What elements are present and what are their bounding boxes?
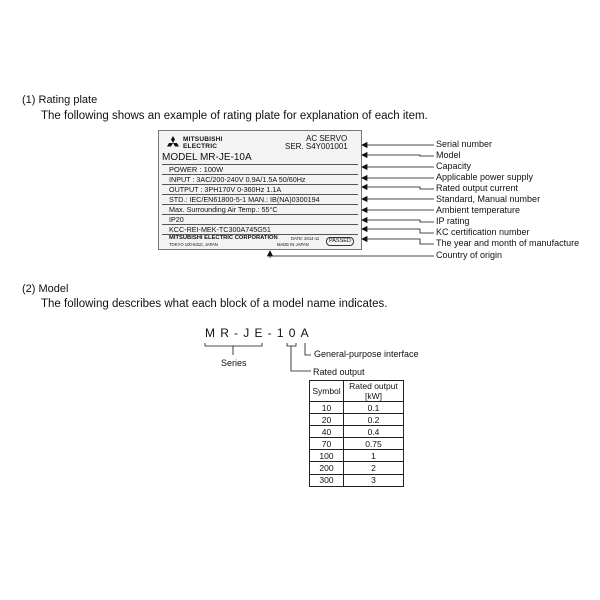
- output-cell: 2: [344, 462, 404, 474]
- callout-ip: IP rating: [436, 216, 470, 226]
- symbol-cell: 70: [310, 438, 344, 450]
- rated-output-table: [309, 380, 404, 487]
- table-row: [310, 474, 404, 486]
- input-text: INPUT : 3AC/200-240V 0.9A/1.5A 50/60Hz: [169, 175, 306, 184]
- product-type: AC SERVO: [306, 134, 348, 143]
- section-1-description: The following shows an example of rating plate for explanation of each item.: [41, 110, 428, 122]
- rated-output-label: Rated output: [313, 367, 365, 377]
- callout-rated-current: Rated output current: [436, 183, 519, 193]
- callout-power-supply: Applicable power supply: [436, 172, 534, 182]
- kc-text: KCC-REI-MEK-TC300A745G51: [169, 225, 271, 234]
- callout-ambient: Ambient temperature: [436, 205, 521, 215]
- date-text: DATE: 2014-11: [291, 236, 320, 241]
- header-rated-output: Rated output [kW]: [344, 381, 404, 402]
- symbol-cell: 10: [310, 402, 344, 414]
- header-symbol: Symbol: [310, 381, 344, 402]
- output-cell: 0.2: [344, 414, 404, 426]
- symbol-cell: 200: [310, 462, 344, 474]
- rated-output-leader: [291, 346, 311, 371]
- brand-line-1: MITSUBISHI: [183, 136, 223, 143]
- made-in-text: MADE IN JAPAN: [277, 242, 309, 247]
- standard-text: STD.: IEC/EN61800-5-1 MAN.: IB(NA)0300194: [169, 195, 320, 204]
- section-2-description: The following describes what each block of a model name indicates.: [41, 298, 388, 310]
- model-text: MODEL MR-JE-10A: [162, 152, 252, 163]
- output-cell: 0.75: [344, 438, 404, 450]
- output-cell: 0.1: [344, 402, 404, 414]
- callout-serial: Serial number: [436, 139, 493, 149]
- symbol-cell: 20: [310, 414, 344, 426]
- brand-line-2: ELECTRIC: [183, 143, 218, 150]
- series-bracket: [205, 343, 262, 346]
- symbol-cell: 300: [310, 474, 344, 486]
- table-header-row: [310, 381, 404, 402]
- address-text: TOKYO 100-8310, JAPAN: [169, 242, 218, 247]
- table-row: [310, 450, 404, 462]
- callout-model: Model: [436, 150, 461, 160]
- ip-text: IP20: [169, 215, 184, 224]
- ambient-text: Max. Surrounding Air Temp.: 55°C: [169, 205, 278, 214]
- callout-origin: Country of origin: [436, 250, 503, 260]
- output-text: OUTPUT : 3PH170V 0-360Hz 1.1A: [169, 185, 282, 194]
- callout-capacity: Capacity: [436, 161, 472, 171]
- output-cell: 3: [344, 474, 404, 486]
- callout-standard: Standard, Manual number: [436, 194, 541, 204]
- output-bracket: [287, 343, 296, 346]
- power-text: POWER : 100W: [169, 165, 224, 174]
- interface-label: General-purpose interface: [314, 349, 419, 359]
- serial-text: SER. S4Y001001: [285, 142, 348, 151]
- section-2-heading: (2) Model: [22, 283, 69, 295]
- callout-manufacture-date: The year and month of manufacture: [436, 238, 580, 248]
- table-row: [310, 402, 404, 414]
- table-row: [310, 414, 404, 426]
- model-code: MR-JE-10A: [205, 326, 314, 340]
- section-1-heading: (1) Rating plate: [22, 94, 98, 106]
- passed-badge: PASSED: [326, 237, 354, 246]
- table-row: [310, 426, 404, 438]
- callout-kc: KC certification number: [436, 227, 530, 237]
- table-row: [310, 462, 404, 474]
- symbol-cell: 100: [310, 450, 344, 462]
- table-row: [310, 438, 404, 450]
- corporation-text: MITSUBISHI ELECTRIC CORPORATION: [169, 235, 278, 241]
- output-cell: 0.4: [344, 426, 404, 438]
- interface-leader: [305, 343, 311, 355]
- output-cell: 1: [344, 450, 404, 462]
- series-label: Series: [221, 358, 247, 368]
- symbol-cell: 40: [310, 426, 344, 438]
